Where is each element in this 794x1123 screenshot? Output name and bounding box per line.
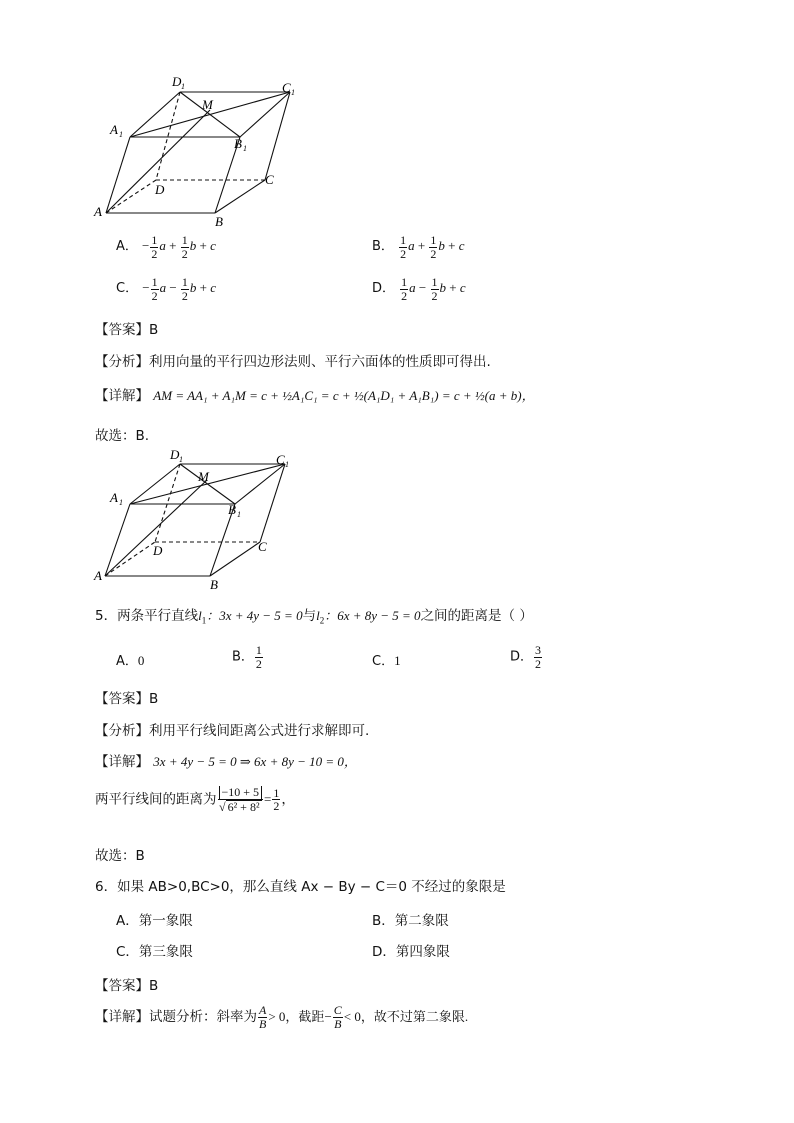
q5-option-a-letter: A．	[116, 654, 138, 669]
q4-d-op1: −	[418, 280, 427, 296]
q4-option-a: A． − $\frac{1}{2}$ a + $\frac{1}{2}$ b + c	[116, 233, 216, 261]
q4-a-op2: +	[199, 238, 207, 254]
q5-eq1: ：3x + 4y − 5 = 0	[206, 608, 303, 623]
q5-option-c-value: 1	[394, 653, 401, 668]
q4-c-t2: b	[189, 280, 197, 296]
q4-c-t1: a	[159, 280, 167, 296]
q5-mid: 与	[302, 608, 317, 624]
q5-b-den: 2	[255, 656, 262, 671]
detail-label: 【详解】	[95, 1009, 149, 1026]
q5-distance: 两平行线间的距离为 $\frac{-10 + 5}{\text{√ 6² + 8²}}$ = $\frac{1}{2}$ ，	[95, 785, 295, 814]
q5-option-c	[372, 650, 401, 669]
q4-choose: 故选：B.	[95, 428, 150, 444]
q5-option-d	[510, 644, 543, 670]
q5-option-b	[232, 644, 264, 670]
detail-label: 【详解】	[95, 754, 149, 770]
q5-l1: l	[198, 608, 202, 623]
label-d1-sub: 1	[179, 455, 183, 464]
q5-stem-end: 之间的距离是（ ）	[420, 608, 533, 624]
q4-c-t3: c	[210, 280, 217, 296]
answer-label: 【答案】	[95, 691, 149, 707]
label-d1-sub: 1	[181, 82, 185, 91]
detail-text-c: < 0，故不过第二象限.	[343, 1009, 469, 1025]
distance-tail: ，	[281, 791, 295, 808]
q4-a-t2: b	[189, 238, 197, 254]
label-m: M	[202, 97, 213, 112]
label-c: C	[258, 539, 267, 554]
label-d: D	[153, 543, 163, 558]
label-a1: A	[110, 122, 118, 137]
answer-label: 【答案】	[95, 978, 149, 994]
distance-result-den: 2	[273, 799, 280, 814]
q5-l2-sub: 2	[319, 615, 325, 626]
q5-option-a	[116, 650, 144, 669]
label-b1-sub: 1	[237, 510, 241, 519]
intercept-num: C	[333, 1003, 342, 1017]
q5-stem-start: 5．两条平行直线	[95, 608, 199, 624]
label-d1: D	[172, 74, 182, 89]
q4-option-d-letter: D．	[372, 281, 396, 297]
answer-value: B	[149, 322, 159, 338]
q5-option-c-letter: C．	[372, 654, 395, 669]
label-c1-sub: 1	[285, 460, 289, 469]
q5-choose: 故选：B	[95, 848, 145, 864]
q4-d-t3: c	[459, 280, 466, 296]
distance-result-num: 1	[273, 785, 280, 800]
q5-detail	[95, 750, 357, 770]
parallelepiped-figure-1	[90, 70, 310, 230]
q6-option-a: A．第一象限	[116, 913, 193, 929]
distance-numerator: −10 + 5	[219, 786, 263, 799]
q5-analysis	[95, 719, 369, 739]
answer-value: B	[149, 691, 159, 707]
q6-stem: 6．如果 AB>0,BC>0，那么直线 Ax − By − C＝0 不经过的象限是	[95, 879, 506, 895]
q4-detail	[95, 384, 535, 404]
q6-option-b: B．第二象限	[372, 913, 449, 929]
q5-answer	[95, 687, 158, 707]
q4-option-a-letter: A．	[116, 239, 138, 255]
label-b: B	[210, 577, 218, 592]
detail-text-b: > 0，截距	[268, 1009, 325, 1025]
neg-sign: −	[324, 1009, 332, 1025]
q4-d-t2: b	[439, 280, 446, 296]
label-b1-sub: 1	[243, 144, 247, 153]
q5-b-num: 1	[255, 643, 262, 657]
q4-b-t3: c	[458, 238, 465, 254]
label-a1-sub: 1	[119, 498, 123, 507]
analysis-text: 利用向量的平行四边形法则、平行六面体的性质即可得出.	[149, 354, 491, 370]
distance-text: 两平行线间的距离为	[95, 791, 217, 808]
parallelepiped-figure-2	[90, 444, 310, 594]
q4-answer	[95, 318, 158, 338]
label-a1-sub: 1	[119, 130, 123, 139]
label-a1: A	[110, 490, 118, 505]
q4-b-t1: a	[408, 238, 415, 254]
q4-a-t1: a	[159, 238, 166, 254]
distance-eq: =	[264, 791, 272, 807]
q4-d-op2: +	[449, 280, 457, 296]
q5-option-d-letter: D．	[510, 649, 534, 665]
q4-option-b: B． $\frac{1}{2}$ a + $\frac{1}{2}$ b + c	[372, 233, 465, 261]
q6-option-d: D．第四象限	[372, 944, 450, 960]
q5-l2: l	[316, 608, 320, 623]
label-b: B	[215, 214, 223, 229]
label-a: A	[94, 568, 102, 583]
answer-label: 【答案】	[95, 322, 149, 338]
detail-text-a: 试题分析：斜率为	[149, 1009, 257, 1026]
q4-a-op1: +	[169, 238, 177, 254]
analysis-text: 利用平行线间距离公式进行求解即可.	[149, 723, 370, 739]
q5-eq2: ：6x + 8y − 5 = 0	[324, 608, 421, 623]
q4-a-t3: c	[210, 238, 216, 254]
label-c1: C	[282, 80, 291, 95]
analysis-label: 【分析】	[95, 354, 149, 370]
q4-option-d: D． $\frac{1}{2}$ a − $\frac{1}{2}$ b + c	[372, 275, 466, 303]
answer-value: B	[149, 978, 159, 994]
slope-num: A	[259, 1003, 267, 1017]
q4-option-b-letter: B．	[372, 239, 394, 255]
q5-option-a-value: 0	[137, 653, 145, 668]
q5-l1-sub: 1	[201, 615, 207, 626]
label-c1-sub: 1	[291, 88, 295, 97]
q6-answer	[95, 974, 158, 994]
q4-option-c: C． − $\frac{1}{2}$ a − $\frac{1}{2}$ b + c	[116, 275, 217, 303]
q5-option-b-letter: B．	[232, 649, 254, 665]
detail-equation: AM = AA₁ + A₁M = c + ½A₁C₁ = c + ½(A₁D₁ + A₁B₁) = c + ½(a + b)，	[153, 388, 535, 403]
label-m: M	[198, 469, 209, 484]
q5-d-num: 3	[535, 643, 542, 657]
q4-analysis	[95, 350, 491, 370]
q6-option-c: C．第三象限	[116, 944, 193, 960]
q4-c-op1: −	[169, 280, 177, 296]
label-a: A	[94, 204, 102, 219]
q4-b-op2: +	[448, 238, 456, 254]
label-b1: B	[234, 136, 242, 151]
detail-equation: 3x + 4y − 5 = 0 ⇒ 6x + 8y − 10 = 0，	[153, 754, 357, 769]
q4-b-t2: b	[438, 238, 445, 254]
q4-b-op1: +	[417, 238, 426, 254]
label-b1: B	[228, 502, 236, 517]
intercept-den: B	[334, 1016, 342, 1031]
label-c1: C	[276, 452, 285, 467]
detail-label: 【详解】	[95, 388, 149, 404]
label-c: C	[265, 172, 274, 187]
q4-c-op2: +	[199, 280, 207, 296]
q4-d-t1: a	[409, 280, 416, 296]
q6-detail	[95, 1004, 468, 1030]
label-d: D	[155, 182, 165, 197]
q4-option-c-letter: C．	[116, 281, 139, 297]
label-d1: D	[170, 447, 180, 462]
q5-d-den: 2	[535, 656, 542, 671]
q5-stem	[95, 604, 533, 626]
distance-denominator: 6² + 8²	[227, 799, 260, 814]
analysis-label: 【分析】	[95, 723, 149, 739]
slope-den: B	[259, 1016, 267, 1031]
